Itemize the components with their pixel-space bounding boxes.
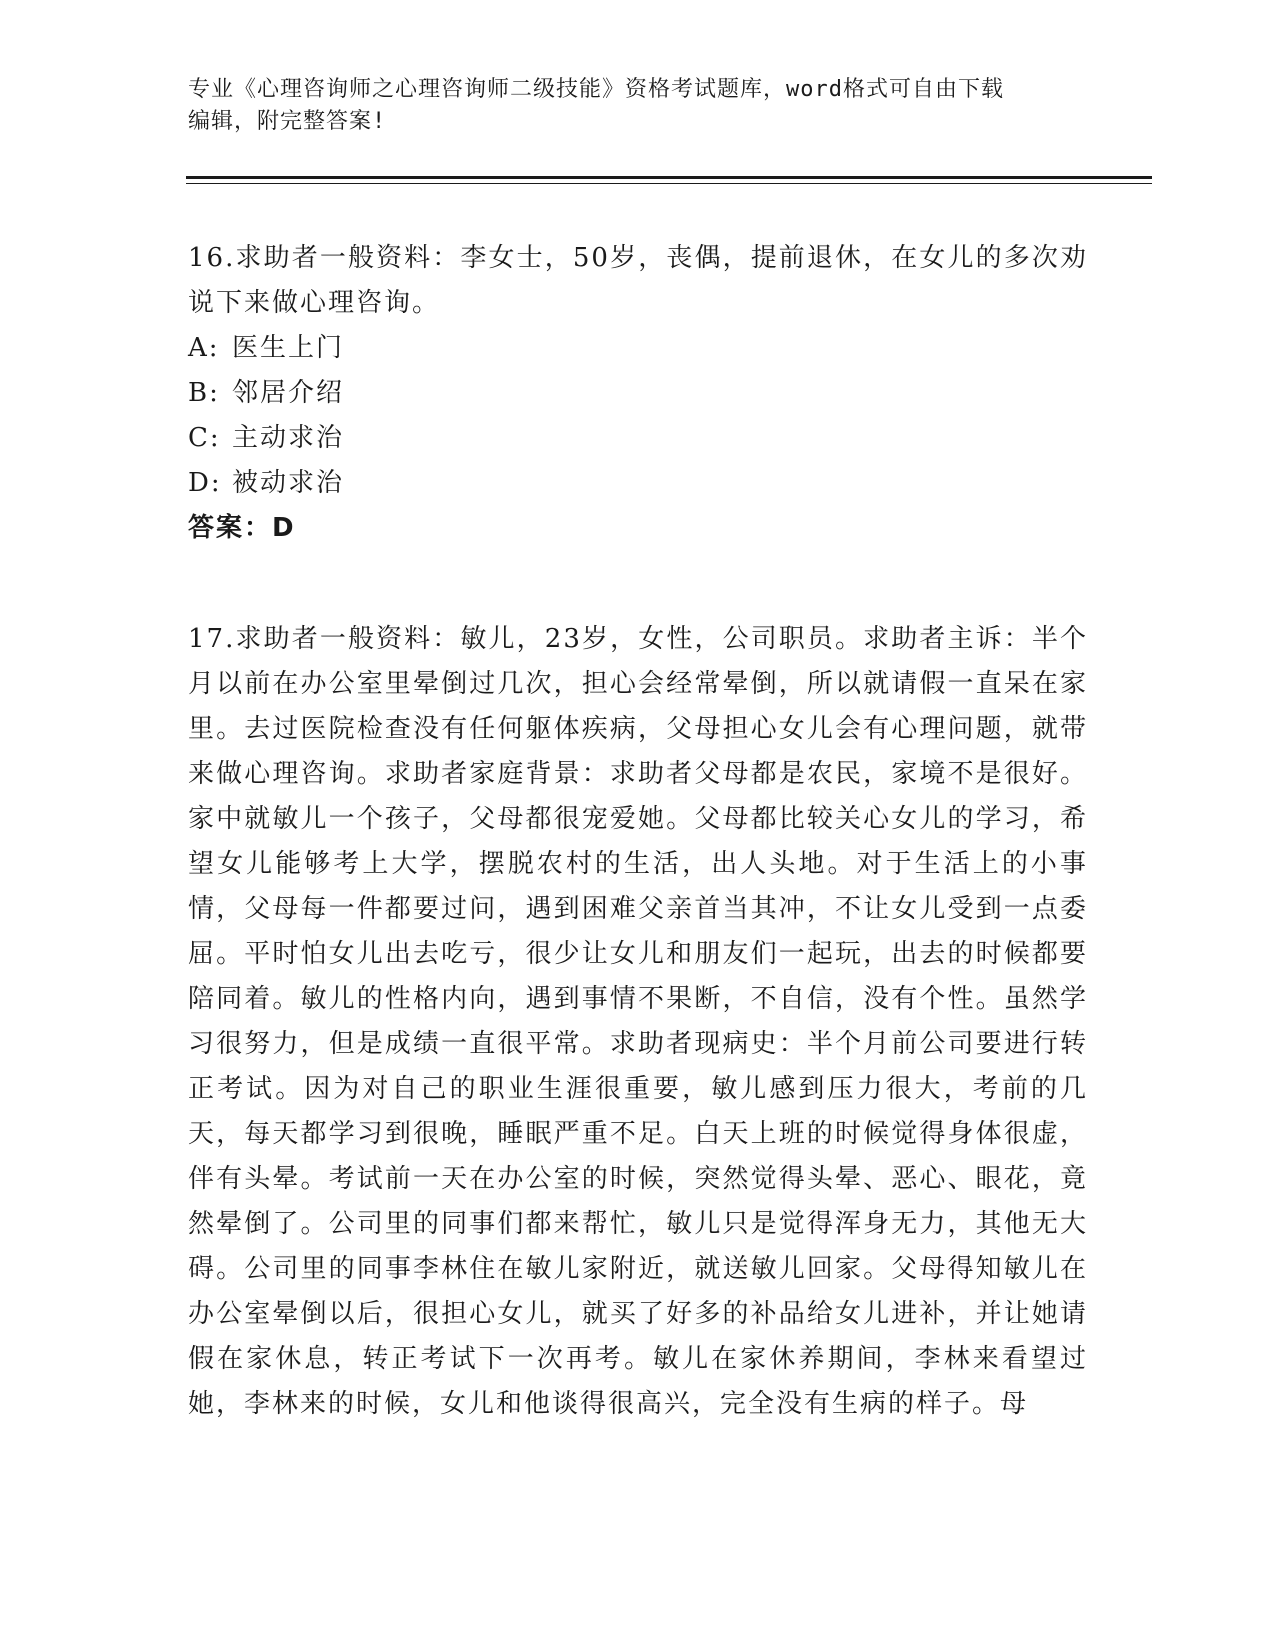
option-label: 主动求治	[232, 423, 345, 453]
option-label: 医生上门	[232, 333, 345, 363]
option-b	[188, 371, 1088, 416]
option-label: 被动求治	[232, 468, 345, 498]
option-c	[188, 416, 1088, 461]
header-divider-thick	[186, 176, 1152, 179]
header-line-1: 专业《心理咨询师之心理咨询师二级技能》资格考试题库，word格式可自由下载	[188, 77, 1004, 102]
answer-line: 答案：D	[188, 513, 296, 543]
option-a	[188, 326, 1088, 371]
option-d	[188, 461, 1088, 506]
question-list	[188, 236, 1088, 1427]
question-17	[188, 617, 1088, 1427]
document-header	[188, 74, 1088, 138]
question-text: 16.求助者一般资料：李女士，50岁，丧偶，提前退休，在女儿的多次劝说下来做心理咨询。	[188, 243, 1088, 318]
option-key: D:	[188, 468, 222, 498]
header-divider-thin	[186, 183, 1152, 184]
option-label: 邻居介绍	[232, 378, 345, 408]
header-line-2: 编辑，附完整答案!	[188, 109, 387, 134]
option-key: A:	[188, 333, 220, 363]
option-key: B:	[188, 378, 220, 408]
question-text: 17.求助者一般资料：敏儿，23岁，女性，公司职员。求助者主诉：半个月以前在办公室里晕倒过几次，担心会经常晕倒，所以就请假一直呆在家里。去过医院检查没有任何躯体疾病，父母担心女儿会有心理问题，就带来做心理咨询。求助者家庭背景：求助者父母都是农民，家境不是很好。家中就敏儿一个孩子，父母都很宠爱她。父母都比较关心女儿的学习，希望女儿能够考上大学，摆脱农村的生活，出人头地。对于生活上的小事情，父母每一件都要过问，遇到困难父亲首当其冲，不让女儿受到一点委屈。平时怕女儿出去吃亏，很少让女儿和朋友们一起玩，出去的时候都要陪同着。敏儿的性格内向，遇到事情不果断，不自信，没有个性。虽然学习很努力，但是成绩一直很平常。求助者现病史：半个月前公司要进行转正考试。因为对自己的职业生涯很重要，敏儿感到压力很大，考前的几天，每天都学习到很晚，睡眠严重不足。白天上班的时候觉得身体很虚，伴有头晕。考试前一天在办公室的时候，突然觉得头晕、恶心、眼花，竟然晕倒了。公司里的同事们都来帮忙，敏儿只是觉得浑身无力，其他无大碍。公司里的同事李林住在敏儿家附近，就送敏儿回家。父母得知敏儿在办公室晕倒以后，很担心女儿，就买了好多的补品给女儿进补，并让她请假在家休息，转正考试下一次再考。敏儿在家休养期间，李林来看望过她，李林来的时候，女儿和他谈得很高兴，完全没有生病的样子。母	[188, 624, 1088, 1419]
option-key: C:	[188, 423, 221, 453]
question-16	[188, 236, 1088, 551]
